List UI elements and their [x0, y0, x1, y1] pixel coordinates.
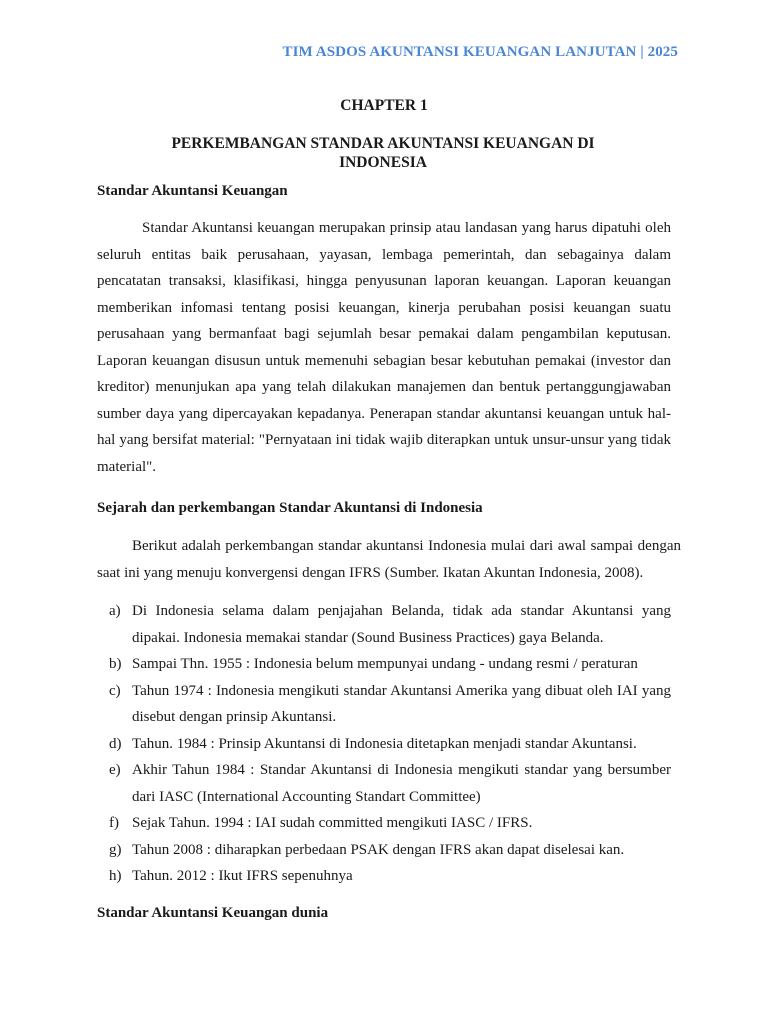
list-item-text: Tahun 2008 : diharapkan perbedaan PSAK dengan IFRS akan dapat diselesai kan.	[132, 841, 625, 858]
chapter-title-line-1: PERKEMBANGAN STANDAR AKUNTANSI KEUANGAN DI	[171, 135, 595, 152]
paragraph-standar-akuntansi: Standar Akuntansi keuangan merupakan prinsip atau landasan yang harus dipatuhi oleh seluruh entitas baik perusahaan, yayasan, lembaga pemerintah, dan sebagainya dalam pencatatan transaksi, klasifikasi, hingga penyusunan laporan keuangan. Laporan keuangan memberikan infomasi tentang posisi keuangan, kinerja perubahan posisi keuangan suatu perusahaan yang bermanfaat bagi sejumlah besar pemakai dalam pengambilan keputusan. Laporan keuangan disusun untuk memenuhi sebagian besar kebutuhan pemakai (investor dan kreditor) menunjukan apa yang telah dilakukan manajemen dan bentuk pertanggungjawaban sumber daya yang dipercayakan kepadanya. Penerapan standar akuntansi keuangan untuk hal-hal yang bersifat material: "Pernyataan ini tidak wajib diterapkan untuk unsur-unsur yang tidak material".	[97, 220, 671, 475]
section-heading-sejarah: Sejarah dan perkembangan Standar Akuntansi di Indonesia	[97, 500, 483, 516]
list-item-text: Sampai Thn. 1955 : Indonesia belum mempunyai undang - undang resmi / peraturan	[132, 656, 638, 672]
list-marker: a)	[109, 603, 121, 619]
list-item-text: Sejak Tahun. 1994 : IAI sudah committed mengikuti IASC / IFRS.	[132, 815, 533, 831]
list-item-text: Tahun. 2012 : Ikut IFRS sepenuhnya	[132, 868, 353, 884]
list-item	[97, 651, 671, 678]
list-item	[97, 731, 671, 758]
list-item-text: Tahun 1974 : Indonesia mengikuti standar Akuntansi Amerika yang dibuat oleh IAI yang disebut dengan prinsip Akuntansi.	[132, 682, 671, 725]
list-item	[97, 810, 671, 837]
list-marker: c)	[109, 682, 121, 699]
chapter-title-line-2: INDONESIA	[339, 154, 427, 171]
list-marker: h)	[109, 868, 122, 884]
list-marker: e)	[109, 762, 121, 778]
list-marker: b)	[109, 656, 122, 672]
list-item	[97, 863, 671, 890]
list-item	[97, 678, 671, 731]
list-item	[97, 757, 671, 810]
list-item	[97, 837, 671, 864]
list-marker: d)	[109, 735, 122, 752]
list-item-text: Tahun. 1984 : Prinsip Akuntansi di Indonesia ditetapkan menjadi standar Akuntansi.	[132, 735, 637, 752]
list-item-text: Akhir Tahun 1984 : Standar Akuntansi di Indonesia mengikuti standar yang bersumber dari IASC (International Accounting Standart Committee)	[132, 762, 671, 805]
list-item-text: Di Indonesia selama dalam penjajahan Belanda, tidak ada standar Akuntansi yang dipakai. Indonesia memakai standar (Sound Business Practices) gaya Belanda.	[132, 603, 671, 646]
running-header: TIM ASDOS AKUNTANSI KEUANGAN LANJUTAN | 2025	[282, 44, 678, 60]
section-heading-standar-dunia: Standar Akuntansi Keuangan dunia	[97, 905, 329, 921]
chapter-title	[150, 134, 616, 172]
history-list	[97, 598, 671, 890]
paragraph-sejarah-intro: Berikut adalah perkembangan standar akuntansi Indonesia mulai dari awal sampai dengan saat ini yang menuju konvergensi dengan IFRS (Sumber. Ikatan Akuntan Indonesia, 2008).	[97, 538, 681, 581]
chapter-label: CHAPTER 1	[340, 97, 428, 114]
list-item	[97, 598, 671, 651]
list-marker: f)	[109, 815, 119, 831]
list-marker: g)	[109, 841, 122, 858]
section-heading-standar-akuntansi-keuangan: Standar Akuntansi Keuangan	[97, 183, 288, 199]
